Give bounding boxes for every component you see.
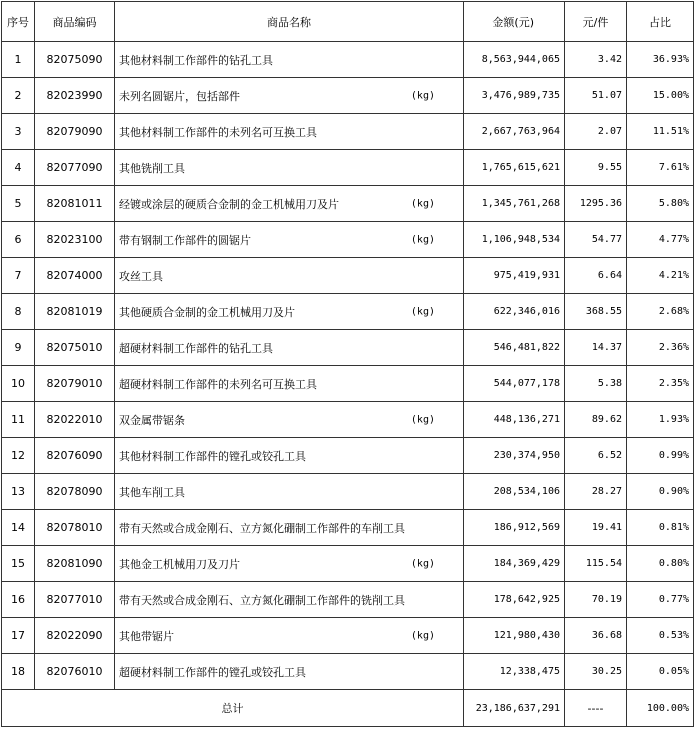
unit-price: 70.19 xyxy=(565,582,627,618)
unit-label: (kg) xyxy=(410,558,435,569)
table-row xyxy=(2,402,694,438)
row-number: 7 xyxy=(2,258,35,294)
table-row xyxy=(2,654,694,690)
product-name-cell xyxy=(115,42,464,78)
unit-price: 115.54 xyxy=(565,546,627,582)
amount: 3,476,989,735 xyxy=(464,78,565,114)
unit-price: 368.55 xyxy=(565,294,627,330)
table-row xyxy=(2,258,694,294)
table-row xyxy=(2,294,694,330)
product-name-cell xyxy=(115,546,464,582)
product-name-cell xyxy=(115,114,464,150)
product-name-cell xyxy=(115,582,464,618)
header-no: 序号 xyxy=(2,2,35,42)
amount: 12,338,475 xyxy=(464,654,565,690)
unit-price: 2.07 xyxy=(565,114,627,150)
product-name-cell xyxy=(115,222,464,258)
unit-price: 14.37 xyxy=(565,330,627,366)
product-code: 82022090 xyxy=(35,618,115,654)
product-name: 其他铣削工具 xyxy=(119,161,185,175)
header-row xyxy=(2,2,694,42)
row-number: 9 xyxy=(2,330,35,366)
share: 7.61% xyxy=(627,150,694,186)
share: 11.51% xyxy=(627,114,694,150)
total-unit-price: ---- xyxy=(565,690,627,727)
row-number: 1 xyxy=(2,42,35,78)
unit-price: 36.68 xyxy=(565,618,627,654)
unit-price: 51.07 xyxy=(565,78,627,114)
table-row xyxy=(2,582,694,618)
product-name-cell xyxy=(115,258,464,294)
product-code: 82078010 xyxy=(35,510,115,546)
header-code: 商品编码 xyxy=(35,2,115,42)
product-name: 带有钢制工作部件的圆锯片 xyxy=(119,233,251,247)
table-row xyxy=(2,510,694,546)
amount: 184,369,429 xyxy=(464,546,565,582)
product-name: 带有天然或合成金刚石、立方氮化硼制工作部件的铣削工具 xyxy=(119,593,405,607)
product-code: 82081019 xyxy=(35,294,115,330)
unit-price: 1295.36 xyxy=(565,186,627,222)
row-number: 4 xyxy=(2,150,35,186)
share: 2.68% xyxy=(627,294,694,330)
product-name: 超硬材料制工作部件的镗孔或铰孔工具 xyxy=(119,665,306,679)
unit-label: (kg) xyxy=(410,198,435,209)
share: 4.77% xyxy=(627,222,694,258)
product-code: 82075090 xyxy=(35,42,115,78)
table-row xyxy=(2,222,694,258)
unit-price: 9.55 xyxy=(565,150,627,186)
row-number: 11 xyxy=(2,402,35,438)
table-body xyxy=(2,42,694,690)
product-name-cell xyxy=(115,438,464,474)
amount: 230,374,950 xyxy=(464,438,565,474)
product-name: 经镀或涂层的硬质合金制的金工机械用刀及片 xyxy=(119,197,339,211)
product-code: 82076010 xyxy=(35,654,115,690)
product-name-cell xyxy=(115,150,464,186)
share: 0.53% xyxy=(627,618,694,654)
share: 2.35% xyxy=(627,366,694,402)
unit-price: 89.62 xyxy=(565,402,627,438)
amount: 975,419,931 xyxy=(464,258,565,294)
header-name: 商品名称 xyxy=(115,2,464,42)
row-number: 2 xyxy=(2,78,35,114)
share: 0.90% xyxy=(627,474,694,510)
total-row xyxy=(2,690,694,727)
unit-price: 5.38 xyxy=(565,366,627,402)
product-name: 其他金工机械用刀及刀片 xyxy=(119,557,240,571)
share: 36.93% xyxy=(627,42,694,78)
table-row xyxy=(2,114,694,150)
row-number: 5 xyxy=(2,186,35,222)
product-name: 超硬材料制工作部件的未列名可互换工具 xyxy=(119,377,317,391)
product-name: 其他带锯片 xyxy=(119,629,174,643)
product-name: 其他材料制工作部件的钻孔工具 xyxy=(119,53,273,67)
product-name-cell xyxy=(115,402,464,438)
product-name: 未列名圆锯片，包括部件 xyxy=(119,89,240,103)
unit-label: (kg) xyxy=(410,630,435,641)
data-table xyxy=(1,1,694,727)
amount: 121,980,430 xyxy=(464,618,565,654)
product-code: 82079090 xyxy=(35,114,115,150)
unit-price: 6.52 xyxy=(565,438,627,474)
product-name: 其他车削工具 xyxy=(119,485,185,499)
product-code: 82023100 xyxy=(35,222,115,258)
product-name: 其他硬质合金制的金工机械用刀及片 xyxy=(119,305,295,319)
unit-label: (kg) xyxy=(410,306,435,317)
row-number: 13 xyxy=(2,474,35,510)
row-number: 17 xyxy=(2,618,35,654)
product-name: 其他材料制工作部件的镗孔或铰孔工具 xyxy=(119,449,306,463)
amount: 1,345,761,268 xyxy=(464,186,565,222)
product-name-cell xyxy=(115,78,464,114)
product-name-cell xyxy=(115,474,464,510)
total-label: 总计 xyxy=(2,690,464,727)
amount: 186,912,569 xyxy=(464,510,565,546)
product-code: 82078090 xyxy=(35,474,115,510)
row-number: 10 xyxy=(2,366,35,402)
table-row xyxy=(2,618,694,654)
product-code: 82079010 xyxy=(35,366,115,402)
row-number: 6 xyxy=(2,222,35,258)
share: 1.93% xyxy=(627,402,694,438)
row-number: 15 xyxy=(2,546,35,582)
product-name: 攻丝工具 xyxy=(119,269,163,283)
unit-price: 30.25 xyxy=(565,654,627,690)
product-name-cell xyxy=(115,330,464,366)
share: 0.77% xyxy=(627,582,694,618)
header-unit-price: 元/件 xyxy=(565,2,627,42)
product-code: 82081011 xyxy=(35,186,115,222)
table-row xyxy=(2,330,694,366)
product-name-cell xyxy=(115,510,464,546)
product-code: 82077010 xyxy=(35,582,115,618)
product-code: 82023990 xyxy=(35,78,115,114)
product-name: 超硬材料制工作部件的钻孔工具 xyxy=(119,341,273,355)
product-name-cell xyxy=(115,294,464,330)
amount: 1,106,948,534 xyxy=(464,222,565,258)
table-row xyxy=(2,546,694,582)
product-name-cell xyxy=(115,186,464,222)
unit-price: 6.64 xyxy=(565,258,627,294)
amount: 1,765,615,621 xyxy=(464,150,565,186)
table-row xyxy=(2,78,694,114)
product-code: 82022010 xyxy=(35,402,115,438)
share: 2.36% xyxy=(627,330,694,366)
table-row xyxy=(2,474,694,510)
unit-label: (kg) xyxy=(410,414,435,425)
unit-label: (kg) xyxy=(410,234,435,245)
unit-price: 54.77 xyxy=(565,222,627,258)
share: 15.00% xyxy=(627,78,694,114)
header-amount: 金额(元) xyxy=(464,2,565,42)
row-number: 14 xyxy=(2,510,35,546)
share: 5.80% xyxy=(627,186,694,222)
product-code: 82077090 xyxy=(35,150,115,186)
share: 0.05% xyxy=(627,654,694,690)
share: 4.21% xyxy=(627,258,694,294)
header-share: 占比 xyxy=(627,2,694,42)
product-name: 带有天然或合成金刚石、立方氮化硼制工作部件的车削工具 xyxy=(119,521,405,535)
product-name-cell xyxy=(115,654,464,690)
product-name-cell xyxy=(115,366,464,402)
product-name: 双金属带锯条 xyxy=(119,413,185,427)
row-number: 12 xyxy=(2,438,35,474)
unit-price: 28.27 xyxy=(565,474,627,510)
product-code: 82075010 xyxy=(35,330,115,366)
amount: 208,534,106 xyxy=(464,474,565,510)
table-row xyxy=(2,366,694,402)
row-number: 8 xyxy=(2,294,35,330)
share: 0.80% xyxy=(627,546,694,582)
product-code: 82076090 xyxy=(35,438,115,474)
unit-price: 3.42 xyxy=(565,42,627,78)
table-row xyxy=(2,150,694,186)
share: 0.99% xyxy=(627,438,694,474)
unit-price: 19.41 xyxy=(565,510,627,546)
total-amount: 23,186,637,291 xyxy=(464,690,565,727)
amount: 448,136,271 xyxy=(464,402,565,438)
table-row xyxy=(2,438,694,474)
product-name: 其他材料制工作部件的未列名可互换工具 xyxy=(119,125,317,139)
amount: 622,346,016 xyxy=(464,294,565,330)
table-row xyxy=(2,42,694,78)
row-number: 16 xyxy=(2,582,35,618)
amount: 2,667,763,964 xyxy=(464,114,565,150)
amount: 8,563,944,065 xyxy=(464,42,565,78)
amount: 546,481,822 xyxy=(464,330,565,366)
unit-label: (kg) xyxy=(410,90,435,101)
total-share: 100.00% xyxy=(627,690,694,727)
product-code: 82074000 xyxy=(35,258,115,294)
row-number: 18 xyxy=(2,654,35,690)
product-code: 82081090 xyxy=(35,546,115,582)
table-row xyxy=(2,186,694,222)
product-name-cell xyxy=(115,618,464,654)
amount: 178,642,925 xyxy=(464,582,565,618)
row-number: 3 xyxy=(2,114,35,150)
share: 0.81% xyxy=(627,510,694,546)
amount: 544,077,178 xyxy=(464,366,565,402)
